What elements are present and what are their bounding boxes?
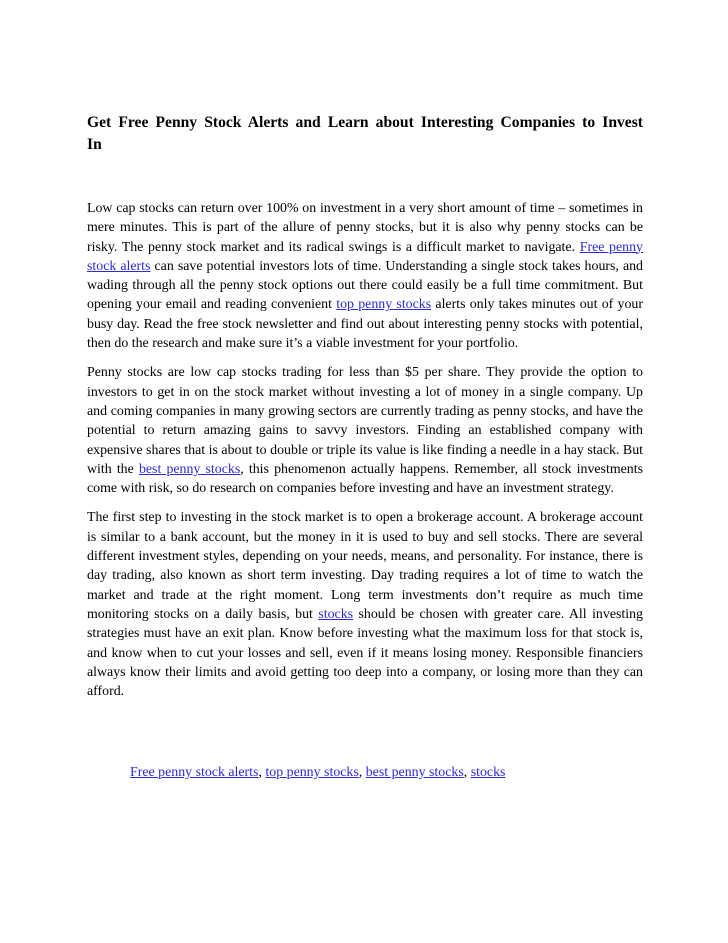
footer-link-top-penny-stocks[interactable]: top penny stocks	[265, 765, 359, 780]
paragraph-text: Low cap stocks can return over 100% on investment in a very short amount of time – sometimes in mere minutes. This is part of the allure of penny stocks, but it is also why penny stocks can be risky. The penny stock market and its radical swings is a difficult market to navigate.	[87, 201, 643, 255]
best-penny-stocks-link[interactable]: best penny stocks	[138, 461, 241, 477]
footer-link-list	[130, 763, 505, 782]
footer-link-best-penny-stocks[interactable]: best penny stocks	[365, 765, 464, 780]
footer-separator: ,	[463, 765, 471, 780]
paragraph-brokerage	[87, 508, 643, 701]
paragraph-text: alerts only takes minutes out of your busy day. Read the free stock newsletter and find out about interesting penny stocks with potential, then do the research and make sure it’s a viable investment for your portfolio.	[87, 297, 643, 352]
footer-separator: ,	[258, 765, 266, 780]
page-title: Get Free Penny Stock Alerts and Learn about Interesting Companies to Invest In	[87, 114, 643, 153]
paragraph-text: can save potential investors lots of time. Understanding a single stock takes hours, and wading through all the penny stock options out there could easily be a full time commitment. But opening your email and reading convenient	[87, 258, 643, 313]
paragraph-text: Penny stocks are low cap stocks trading for less than $5 per share. They provide the option to investors to get in on the stock market without investing a lot of money in a single company. Up and coming companies in many growing sectors are currently trading as penny stocks, and have the potential to return amazing gains to savvy investors. Finding an established company with expensive shares that is about to double or triple its value is like finding a needle in a hay stack. But with the	[87, 365, 643, 477]
top-penny-stocks-link[interactable]: top penny stocks	[336, 297, 432, 313]
paragraph-text: The first step to investing in the stock market is to open a brokerage account. A brokerage account is similar to a bank account, but the money in it is used to buy and sell stocks. There are several different investment styles, depending on your needs, means, and personality. For instance, there is day trading, also known as short term investing. Day trading requires a lot of time to watch the market and trade at the right moment. Long term investments don’t require as much time monitoring stocks on a daily basis, but	[87, 510, 643, 622]
paragraph-text: , this phenomenon actually happens. Remember, all stock investments come with risk, so do research on companies before investing and have an investment strategy.	[87, 461, 643, 497]
paragraph-text: should be chosen with greater care. All investing strategies must have an exit plan. Know before investing what the maximum loss for that stock is, and know when to cut your losses and sell, even if it means losing money. Responsible financiers always know their limits and avoid getting too deep into a company, or losing more than they can afford.	[87, 606, 644, 700]
paragraph-penny-stocks	[87, 363, 643, 498]
stocks-link[interactable]: stocks	[318, 606, 354, 622]
footer-separator: ,	[358, 765, 366, 780]
footer-link-stocks[interactable]: stocks	[470, 765, 506, 780]
footer-link-free-penny-stock-alerts[interactable]: Free penny stock alerts	[130, 765, 259, 780]
document-page	[87, 112, 643, 701]
free-penny-stock-alerts-link[interactable]: Free penny stock alerts	[87, 239, 644, 274]
paragraph-intro	[87, 199, 643, 353]
